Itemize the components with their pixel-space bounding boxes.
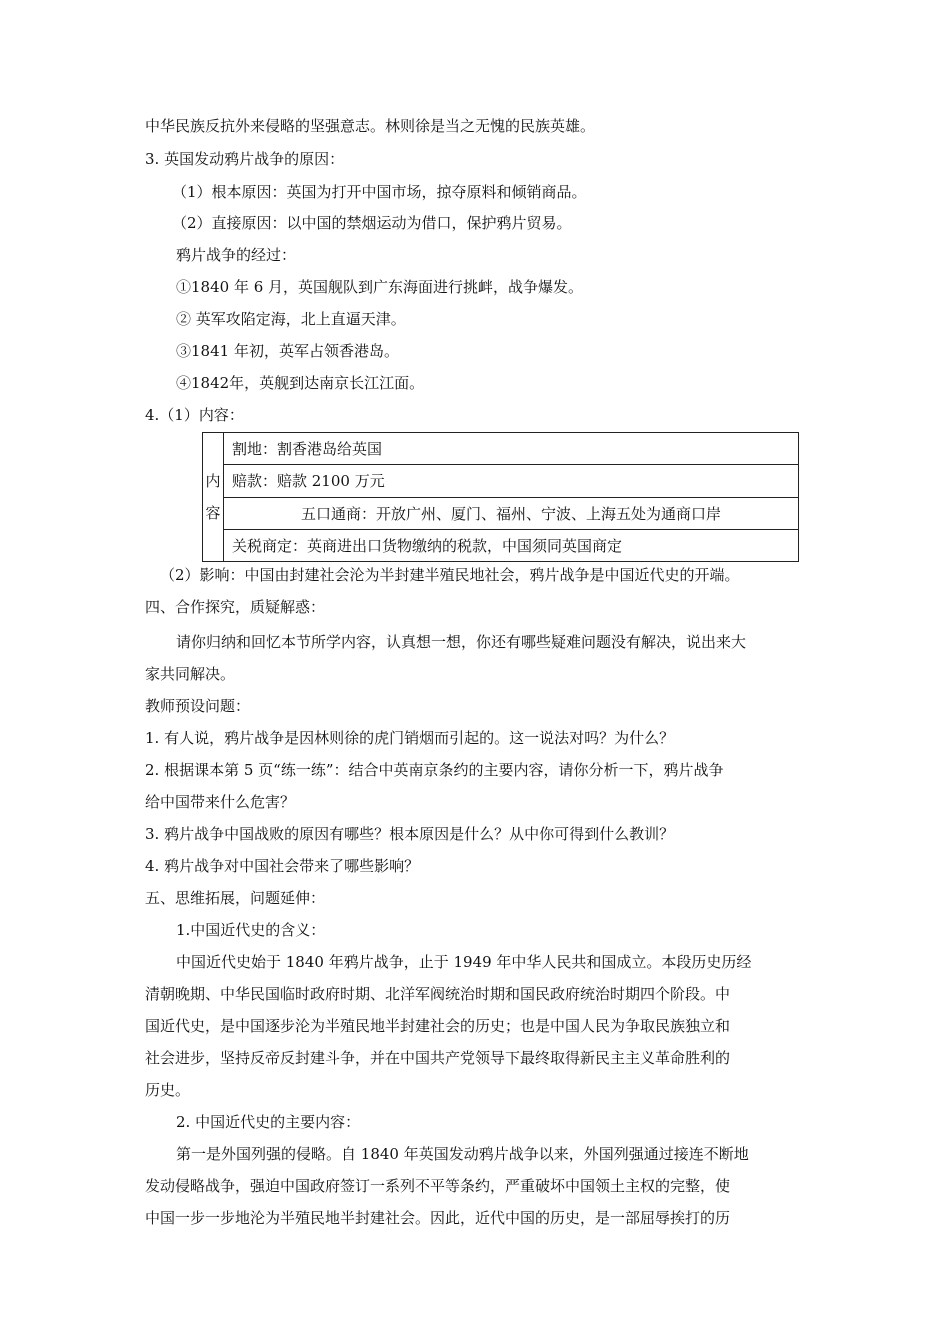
section-heading: 四、合作探究，质疑解惑： [145,598,326,616]
text-line: （2）影响：中国由封建社会沦为半封建半殖民地社会，鸦片战争是中国近代史的开端。 [160,566,740,584]
table-side-label [203,433,224,562]
text-line: 2. 根据课本第 5 页“练一练”：结合中英南京条约的主要内容，请你分析一下，鸦片战争 [145,761,724,779]
table-cell: 赔款：赔款 2100 万元 [224,465,799,497]
table-cell: 割地：割香港岛给英国 [224,433,799,465]
text-line: 第一是外国列强的侵略。自 1840 年英国发动鸦片战争以来，外国列强通过接连不断地 [176,1145,749,1163]
table-cell: 关税商定：英商进出口货物缴纳的税款，中国须同英国商定 [224,529,799,561]
section-heading: 五、思维拓展，问题延伸： [145,889,326,907]
text-line: 给中国带来什么危害？ [145,793,296,811]
text-line: 教师预设问题： [145,697,251,715]
text-line: 1. 有人说，鸦片战争是因林则徐的虎门销烟而引起的。这一说法对吗？为什么？ [145,729,675,747]
text-line: 3. 英国发动鸦片战争的原因： [145,150,345,168]
text-line: 4.（1）内容： [145,406,244,424]
side-label-char: 容 [205,504,221,522]
text-line: 3. 鸦片战争中国战败的原因有哪些？根本原因是什么？从中你可得到什么教训？ [145,825,675,843]
text-line: 历史。 [145,1081,191,1099]
treaty-contents-table [202,432,799,562]
table-row [203,465,799,497]
text-line: 家共同解决。 [145,665,236,683]
text-line: 国近代史，是中国逐步沦为半殖民地半封建社会的历史；也是中国人民为争取民族独立和 [145,1017,731,1035]
text-line: ② 英军攻陷定海，北上直逼天津。 [176,310,406,328]
text-line: ③1841 年初，英军占领香港岛。 [176,342,399,360]
text-line: ④1842年，英舰到达南京长江江面。 [176,374,425,392]
text-line: 中国近代史始于 1840 年鸦片战争，止于 1949 年中华人民共和国成立。本段历史历经 [176,953,752,971]
text-line: 1.中国近代史的含义： [176,921,326,939]
table-row [203,433,799,465]
text-line: 社会进步，坚持反帝反封建斗争，并在中国共产党领导下最终取得新民主主义革命胜利的 [145,1049,731,1067]
text-line: 鸦片战争的经过： [176,246,297,264]
text-line: （1）根本原因：英国为打开中国市场，掠夺原料和倾销商品。 [172,183,587,201]
text-line: 4. 鸦片战争对中国社会带来了哪些影响？ [145,857,420,875]
table-row [203,497,799,529]
text-line: 中华民族反抗外来侵略的坚强意志。林则徐是当之无愧的民族英雄。 [145,117,596,135]
side-label-char: 内 [205,472,221,490]
text-line: 中国一步一步地沦为半殖民地半封建社会。因此，近代中国的历史，是一部屈辱挨打的历 [145,1209,731,1227]
text-line: 清朝晚期、中华民国临时政府时期、北洋军阀统治时期和国民政府统治时期四个阶段。中 [145,985,731,1003]
text-line: 请你归纳和回忆本节所学内容，认真想一想，你还有哪些疑难问题没有解决，说出来大 [176,633,747,651]
text-line: 2. 中国近代史的主要内容： [176,1113,361,1131]
text-line: ①1840 年 6 月，英国舰队到广东海面进行挑衅，战争爆发。 [176,278,584,296]
table-row [203,529,799,561]
text-line: （2）直接原因：以中国的禁烟运动为借口，保护鸦片贸易。 [172,214,572,232]
table-cell: 五口通商：开放广州、厦门、福州、宁波、上海五处为通商口岸 [224,497,799,529]
text-line: 发动侵略战争，强迫中国政府签订一系列不平等条约，严重破坏中国领土主权的完整，使 [145,1177,731,1195]
